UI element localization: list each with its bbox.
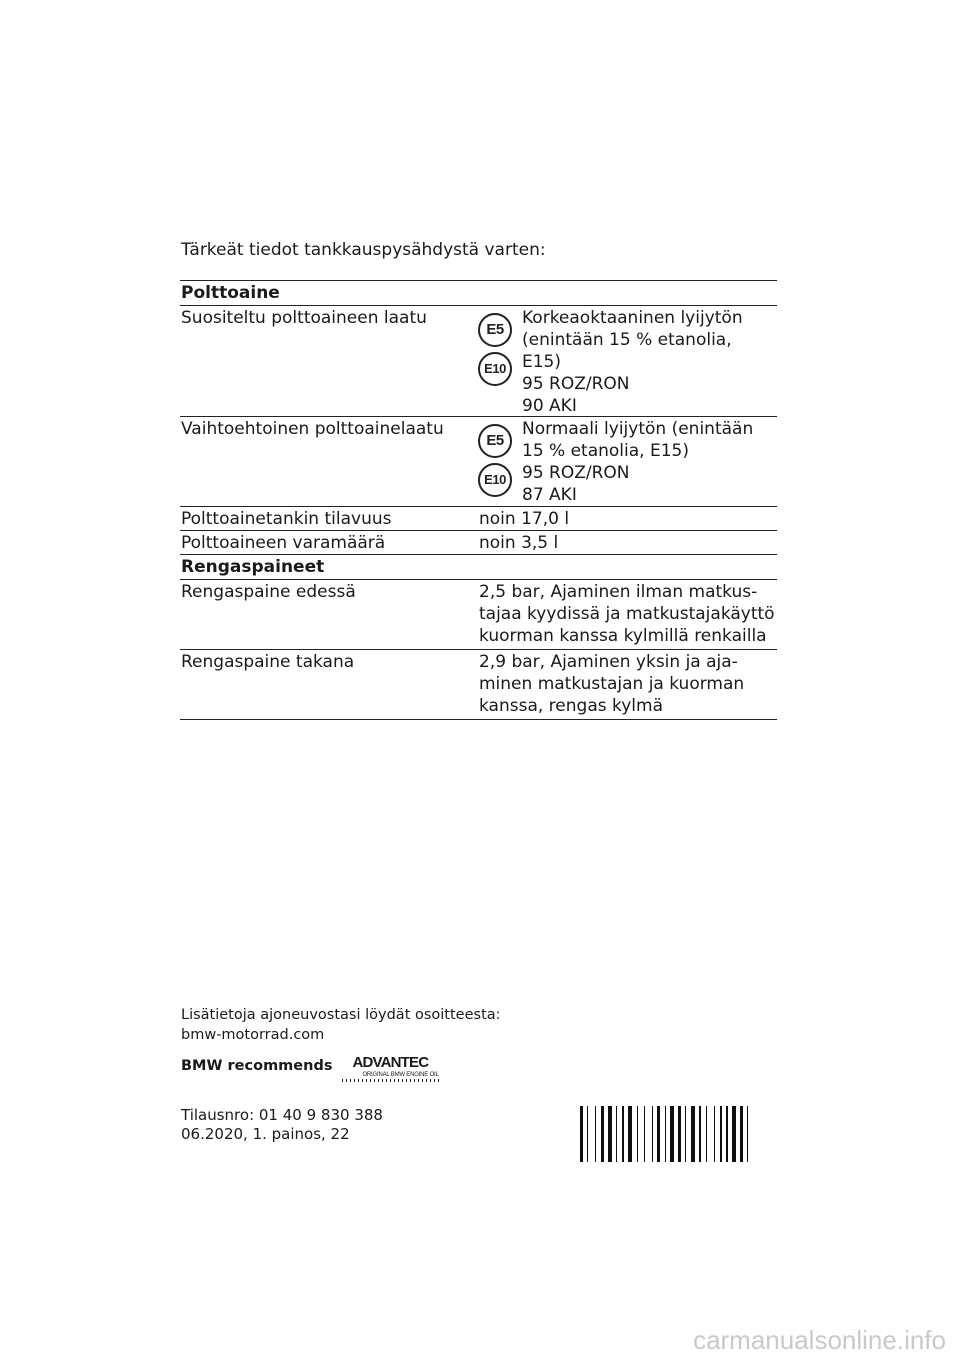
barcode-bar	[637, 1106, 638, 1162]
intro-heading: Tärkeät tiedot tankkauspysähdystä varten:	[181, 240, 546, 260]
recommendation	[181, 1056, 452, 1084]
advantec-stripe	[342, 1079, 442, 1082]
e5-fuel-icon: E5	[478, 313, 512, 347]
barcode-bar	[747, 1106, 748, 1162]
section-tyres: Rengaspaineet	[180, 555, 777, 580]
order-info	[181, 1106, 383, 1144]
row-label: Rengaspaine edessä	[181, 582, 356, 602]
barcode-bar	[622, 1106, 623, 1162]
barcode-bar	[595, 1106, 596, 1162]
barcode-bar	[678, 1106, 681, 1162]
fuel-info-table	[180, 280, 777, 720]
value-line: Normaali lyijytön (enintään	[522, 419, 754, 439]
e10-fuel-icon: E10	[478, 352, 512, 386]
barcode-bar	[699, 1106, 700, 1162]
barcode-bar	[580, 1106, 583, 1162]
table-row	[180, 650, 777, 720]
website-link[interactable]: bmw-motorrad.com	[181, 1027, 325, 1043]
value-line: minen matkustajan ja kuorman	[479, 674, 745, 694]
more-info	[181, 1005, 501, 1045]
value-line: E15)	[522, 352, 562, 372]
recommends-label: BMW recommends	[181, 1058, 333, 1074]
fuel-badges	[478, 424, 518, 502]
row-value	[479, 580, 777, 647]
barcode-bar	[726, 1106, 729, 1162]
section-fuel: Polttoaine	[180, 281, 777, 306]
value-line: 95 ROZ/RON	[522, 374, 630, 394]
barcode-bar	[657, 1106, 660, 1162]
barcode-bar	[732, 1106, 736, 1162]
row-value: noin 3,5 l	[479, 533, 559, 553]
value-line: Korkeaoktaaninen lyijytön	[522, 308, 743, 328]
value-line: 2,5 bar, Ajaminen ilman matkus-	[479, 582, 758, 602]
row-label: Rengaspaine takana	[181, 652, 355, 672]
value-line: 15 % etanolia, E15)	[522, 441, 689, 461]
barcode-bar	[665, 1106, 666, 1162]
row-label: Vaihtoehtoinen polttoainelaatu	[181, 419, 444, 439]
barcode-bar	[601, 1106, 604, 1162]
table-row	[180, 306, 777, 417]
barcode-bar	[670, 1106, 674, 1162]
value-line: tajaa kyydissä ja matkustajakäyttö	[479, 604, 775, 624]
barcode-bar	[714, 1106, 715, 1162]
row-label: Polttoainetankin tilavuus	[181, 509, 392, 529]
row-label: Polttoaineen varamäärä	[181, 533, 386, 553]
e10-fuel-icon: E10	[478, 463, 512, 497]
barcode-bar	[706, 1106, 707, 1162]
barcode-bar	[720, 1106, 721, 1162]
barcode-bar	[587, 1106, 588, 1162]
value-line: 90 AKI	[522, 396, 577, 416]
barcode-bar	[685, 1106, 686, 1162]
value-line: 87 AKI	[522, 485, 577, 505]
edition-info: 06.2020, 1. painos, 22	[181, 1125, 350, 1143]
barcode-bar	[628, 1106, 632, 1162]
table-row	[180, 531, 777, 555]
e5-fuel-icon: E5	[478, 424, 512, 458]
barcode-bar	[740, 1106, 743, 1162]
row-label: Suositeltu polttoaineen laatu	[181, 308, 427, 328]
watermark: carmanualsonline.info	[693, 1325, 946, 1355]
value-line: (enintään 15 % etanolia,	[522, 330, 732, 350]
advantec-logo	[342, 1056, 452, 1084]
table-row	[180, 507, 777, 531]
barcode-bar	[608, 1106, 612, 1162]
advantec-tagline: ORIGINAL BMW ENGINE OIL	[362, 1072, 439, 1078]
row-value: noin 17,0 l	[479, 509, 570, 529]
table-row	[180, 417, 777, 507]
row-value	[479, 650, 777, 717]
row-value	[522, 306, 777, 417]
fuel-badges	[478, 313, 518, 391]
table-row	[180, 580, 777, 650]
row-value	[522, 417, 777, 506]
barcode-bar	[616, 1106, 617, 1162]
value-line: kuorman kanssa kylmillä renkailla	[479, 626, 767, 646]
more-info-text: Lisätietoja ajoneuvostasi löydät osoitteesta:	[181, 1007, 501, 1023]
barcode-bar	[644, 1106, 645, 1162]
advantec-brand: ADVANTEC	[352, 1054, 429, 1071]
barcode-bar	[691, 1106, 695, 1162]
order-number: Tilausnro: 01 40 9 830 388	[181, 1106, 383, 1124]
value-line: 2,9 bar, Ajaminen yksin ja aja-	[479, 652, 738, 672]
barcode-bar	[652, 1106, 653, 1162]
value-line: kanssa, rengas kylmä	[479, 696, 663, 716]
value-line: 95 ROZ/RON	[522, 463, 630, 483]
barcode-icon	[580, 1106, 777, 1162]
